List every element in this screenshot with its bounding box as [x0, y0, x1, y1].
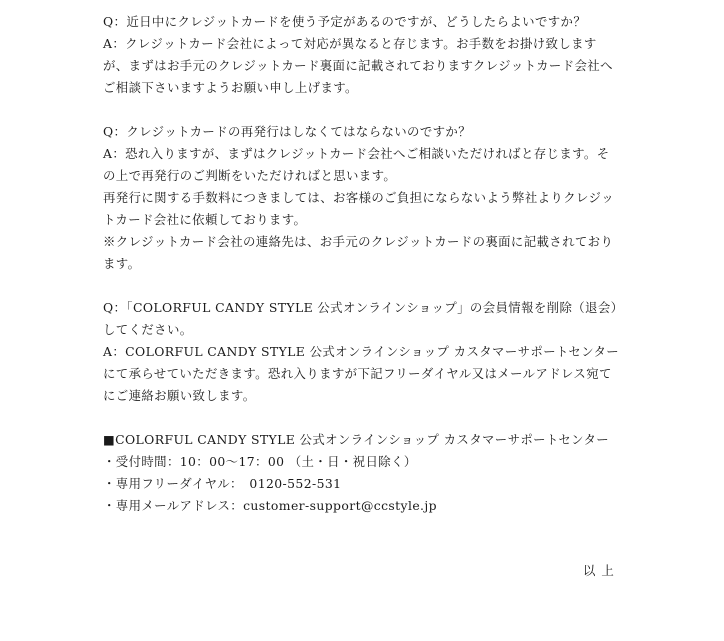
answer-line: 再発行に関する手数料につきましては、お客様のご負担にならないよう弊社よりクレジッ	[103, 190, 615, 205]
answer-line: トカード会社に依頼しております。	[103, 212, 307, 227]
contact-hours: ・受付時間：10：00～17：00 （土・日・祝日除く）	[103, 454, 417, 469]
contact-info	[103, 429, 623, 517]
answer-line: の上で再発行のご判断をいただければと思います。	[103, 168, 397, 183]
contact-heading: ■COLORFUL CANDY STYLE 公式オンラインショップ カスタマーサポートセンター	[103, 432, 610, 447]
answer-line: が、まずはお手元のクレジットカード裏面に記載されておりますクレジットカード会社へ	[103, 58, 613, 73]
answer-line: A：COLORFUL CANDY STYLE 公式オンラインショップ カスタマーサポートセンター	[103, 344, 620, 359]
answer-line: ます。	[103, 256, 141, 271]
contact-email: ・専用メールアドレス：customer-support@ccstyle.jp	[103, 498, 437, 513]
answer-line: にご連絡お願い致します。	[103, 388, 256, 403]
closing-mark: 以上	[583, 563, 620, 578]
faq-item-card-reissue	[103, 121, 623, 275]
document-body	[103, 11, 623, 517]
answer-line: ※クレジットカード会社の連絡先は、お手元のクレジットカードの裏面に記載されており	[103, 234, 614, 249]
answer-line: にて承らせていただきます。恐れ入りますが下記フリーダイヤル又はメールアドレス宛て	[103, 366, 612, 381]
question-text: してください。	[103, 322, 193, 337]
answer-line: ご相談下さいますようお願い申し上げます。	[103, 80, 358, 95]
contact-phone: ・専用フリーダイヤル： 0120-552-531	[103, 476, 342, 491]
answer-line: A：恐れ入りますが、まずはクレジットカード会社へご相談いただければと存じます。そ	[103, 146, 610, 161]
answer-line: A：クレジットカード会社によって対応が異なると存じます。お手数をお掛け致します	[103, 36, 597, 51]
faq-item-credit-card-usage	[103, 11, 623, 99]
question-text: Q：「COLORFUL CANDY STYLE 公式オンラインショップ」の会員情報を削除（退会）	[103, 300, 624, 315]
question-text: Q：クレジットカードの再発行はしなくてはならないのですか？	[103, 124, 472, 139]
question-text: Q：近日中にクレジットカードを使う予定があるのですが、どうしたらよいですか？	[103, 14, 587, 29]
faq-item-account-deletion	[103, 297, 623, 407]
